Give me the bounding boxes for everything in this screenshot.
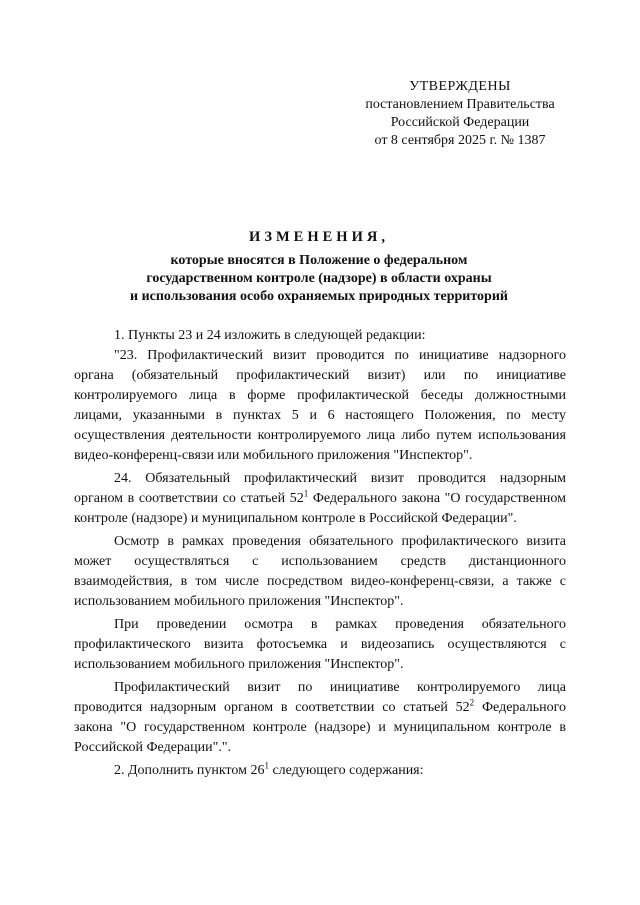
paragraph-2: "23. Профилактический визит проводится по инициативе надзорного органа (обязательный профилактический визит) или по инициативе контролируемого лица в форме профилактической беседы должностными лицами, указанными в пунктах 5 и 6 настоящего Положения, по месту осуществления деятельности контролируемого лица либо путем использования видео-конференц-связи или мобильного приложения "Инспектор". [74, 348, 566, 463]
paragraph-3 [74, 469, 566, 529]
paragraph-1: 1. Пункты 23 и 24 изложить в следующей редакции: [114, 328, 426, 343]
paragraph-3-superscript: 1 [303, 488, 309, 499]
approval-line-1: постановлением Правительства [365, 97, 555, 112]
paragraph-7 [74, 761, 566, 781]
approval-title: УТВЕРЖДЕНЫ [409, 79, 511, 94]
heading-subtitle-line-2: государственном контроле (надзоре) в области охраны [146, 271, 492, 286]
paragraph-6-text-b: Федерального закона "О государственном контроле (надзоре) и муниципальном контроле в Российской Федерации".". [74, 700, 566, 755]
heading-subtitle [70, 252, 568, 306]
paragraph-6 [74, 678, 566, 758]
document-body [74, 326, 566, 781]
paragraph-3-text-b: Федерального закона "О государственном контроле (надзоре) и муниципальном контроле в Российской Федерации". [74, 491, 566, 526]
paragraph-6-text-a: Профилактический визит по инициативе контролируемого лица проводится надзорным органом в соответствии со статьей 52 [74, 680, 566, 715]
heading-title: ИЗМЕНЕНИЯ, [249, 229, 389, 245]
paragraph-6-superscript: 2 [469, 697, 475, 708]
approval-stamp [340, 78, 580, 150]
approval-line-3: от 8 сентября 2025 г. № 1387 [374, 133, 546, 148]
paragraph-5: При проведении осмотра в рамках проведения обязательного профилактического визита фотосъемка и видеозапись осуществляются с использованием мобильного приложения "Инспектор". [74, 617, 566, 672]
heading-subtitle-line-1: которые вносятся в Положение о федеральном [170, 253, 468, 268]
document-heading [70, 228, 568, 306]
paragraph-7-text-a: 2. Дополнить пунктом 26 [114, 763, 265, 778]
paragraph-3-text-a: 24. Обязательный профилактический визит проводится надзорным органом в соответствии со статьей 52 [74, 471, 566, 506]
approval-line-2: Российской Федерации [390, 115, 530, 130]
paragraph-4: Осмотр в рамках проведения обязательного профилактического визита может осуществляться с использованием средств дистанционного взаимодействия, в том числе посредством видео-конференц-связи, а также с использованием мобильного приложения "Инспектор". [74, 534, 566, 609]
paragraph-7-text-b: следующего содержания: [268, 763, 424, 778]
paragraph-7-superscript: 1 [264, 760, 269, 771]
heading-subtitle-line-3: и использования особо охраняемых природных территорий [130, 289, 508, 304]
